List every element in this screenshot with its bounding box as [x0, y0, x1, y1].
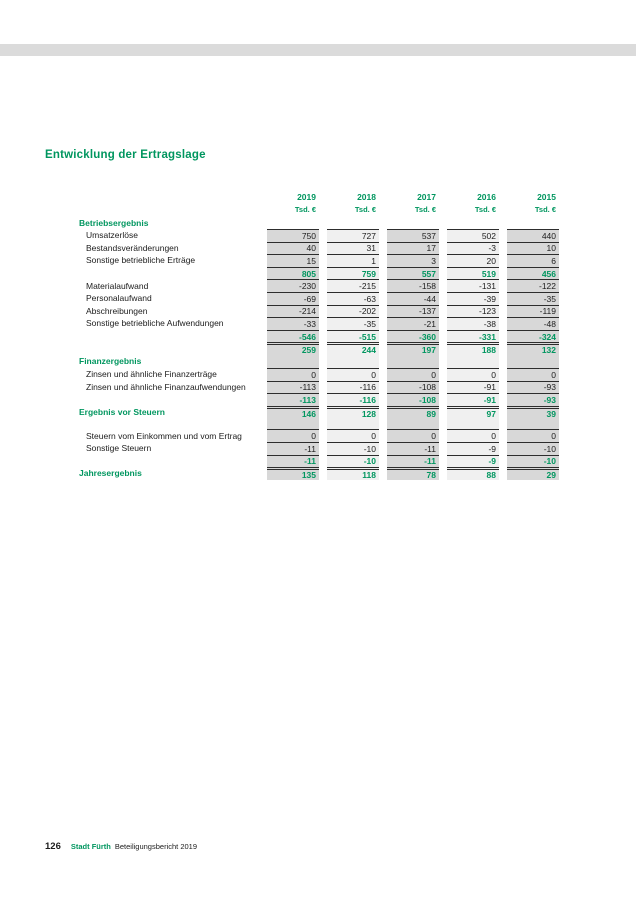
value-cell: -21	[387, 317, 439, 330]
table-row-abschreibungen	[79, 305, 559, 318]
unit-label: Tsd. €	[354, 204, 376, 214]
value-cell	[267, 216, 319, 229]
value-cell: 15	[267, 254, 319, 267]
table-row-sonstige-steuern	[79, 442, 559, 455]
value-cell: -108	[387, 393, 439, 406]
value-cell: 537	[387, 229, 439, 242]
value-cell: 39	[507, 406, 559, 419]
value-cell: 1	[327, 254, 379, 267]
table-row-zinsen-und-hnliche-finanzaufwendungen	[79, 381, 559, 394]
value-cell: 0	[447, 429, 499, 442]
value-cell: -69	[267, 292, 319, 305]
value-cell: -119	[507, 305, 559, 318]
value-cell: 17	[387, 242, 439, 255]
value-cell: -35	[507, 292, 559, 305]
value-cell	[447, 216, 499, 229]
value-cell: 750	[267, 229, 319, 242]
value-cell	[447, 418, 499, 429]
table-row-ergebnis-vor-steuern	[79, 406, 559, 419]
row-label: Abschreibungen	[86, 305, 148, 316]
value-cell: -10	[507, 455, 559, 468]
value-cell	[267, 418, 319, 429]
value-cell: 132	[507, 342, 559, 355]
value-cell: -122	[507, 279, 559, 292]
value-cell: 259	[267, 342, 319, 355]
unit-label: Tsd. €	[414, 204, 436, 214]
value-cell: -215	[327, 279, 379, 292]
year-header: 2016	[477, 191, 496, 202]
row-label: Zinsen und ähnliche Finanzerträge	[86, 369, 217, 380]
value-cell: -3	[447, 242, 499, 255]
footer-brand: Stadt Fürth	[70, 842, 111, 851]
row-label: Bestandsveränderungen	[86, 242, 179, 253]
value-cell: 20	[447, 254, 499, 267]
value-cell: 0	[507, 429, 559, 442]
value-cell: 31	[327, 242, 379, 255]
row-label: Materialaufwand	[86, 280, 149, 291]
value-cell: -131	[447, 279, 499, 292]
value-cell: -11	[267, 455, 319, 468]
year-header: 2017	[417, 191, 436, 202]
unit-label: Tsd. €	[534, 204, 556, 214]
value-cell: 3	[387, 254, 439, 267]
value-cell: -116	[327, 381, 379, 394]
row-label: Finanzergebnis	[79, 356, 142, 367]
row-label	[79, 418, 259, 429]
value-cell: 97	[447, 406, 499, 419]
value-cell: -11	[267, 442, 319, 455]
value-cell	[327, 418, 379, 429]
value-cell: 244	[327, 342, 379, 355]
value-cell: 78	[387, 467, 439, 480]
value-cell: 727	[327, 229, 379, 242]
value-cell: -137	[387, 305, 439, 318]
row-label: Sonstige Steuern	[86, 443, 152, 454]
value-cell: -113	[267, 381, 319, 394]
row-label: Betriebsergebnis	[79, 217, 149, 228]
table-row-finanzergebnis	[79, 355, 559, 368]
value-cell: -91	[447, 393, 499, 406]
row-label	[79, 393, 259, 406]
table-row-gap	[79, 418, 559, 429]
row-label	[79, 455, 259, 468]
value-cell: 135	[267, 467, 319, 480]
value-cell: 6	[507, 254, 559, 267]
ertragslage-table	[79, 190, 559, 480]
row-label: Sonstige betriebliche Erträge	[86, 255, 196, 266]
table-row-betriebsergebnis	[79, 216, 559, 229]
value-cell: -38	[447, 317, 499, 330]
value-cell: 10	[507, 242, 559, 255]
value-cell: -116	[327, 393, 379, 406]
value-cell	[327, 355, 379, 368]
value-cell: 440	[507, 229, 559, 242]
value-cell	[387, 418, 439, 429]
value-cell: -11	[387, 442, 439, 455]
value-cell: -546	[267, 330, 319, 343]
row-label: Umsatzerlöse	[86, 230, 138, 241]
row-label	[79, 267, 259, 280]
value-cell: 805	[267, 267, 319, 280]
value-cell: -39	[447, 292, 499, 305]
value-cell: -93	[507, 393, 559, 406]
value-cell: 0	[327, 368, 379, 381]
value-cell: -108	[387, 381, 439, 394]
value-cell: 118	[327, 467, 379, 480]
value-cell: 557	[387, 267, 439, 280]
table-header-unit	[79, 203, 559, 215]
value-cell: 759	[327, 267, 379, 280]
table-row-sonstige-betriebliche-ertr-ge	[79, 254, 559, 267]
value-cell: 40	[267, 242, 319, 255]
value-cell: 29	[507, 467, 559, 480]
value-cell: -360	[387, 330, 439, 343]
value-cell: -214	[267, 305, 319, 318]
value-cell: 456	[507, 267, 559, 280]
value-cell: -48	[507, 317, 559, 330]
year-header: 2019	[297, 191, 316, 202]
table-row-subtotal	[79, 267, 559, 280]
value-cell	[507, 418, 559, 429]
row-label	[79, 190, 259, 203]
page-footer	[45, 841, 197, 852]
value-cell: -9	[447, 442, 499, 455]
table-row-bestandsver-nderungen	[79, 242, 559, 255]
table-row-result	[79, 342, 559, 355]
unit-label: Tsd. €	[474, 204, 496, 214]
value-cell	[507, 355, 559, 368]
table-row-subtotal	[79, 393, 559, 406]
value-cell: 128	[327, 406, 379, 419]
value-cell: -44	[387, 292, 439, 305]
table-row-jahresergebnis	[79, 467, 559, 480]
value-cell: -11	[387, 455, 439, 468]
page-top-bar	[0, 44, 636, 56]
row-label: Steuern vom Einkommen und vom Ertrag	[86, 430, 242, 441]
value-cell: 0	[327, 429, 379, 442]
value-cell: 0	[267, 368, 319, 381]
table-row-umsatzerl-se	[79, 229, 559, 242]
value-cell	[447, 355, 499, 368]
value-cell: -113	[267, 393, 319, 406]
value-cell	[387, 355, 439, 368]
value-cell: -331	[447, 330, 499, 343]
unit-label: Tsd. €	[294, 204, 316, 214]
table-row-zinsen-und-hnliche-finanzertr-ge	[79, 368, 559, 381]
value-cell: -93	[507, 381, 559, 394]
footer-doc-title: Beteiligungsbericht 2019	[114, 842, 198, 851]
value-cell: 88	[447, 467, 499, 480]
value-cell: -35	[327, 317, 379, 330]
value-cell: 188	[447, 342, 499, 355]
value-cell: -10	[507, 442, 559, 455]
row-label: Personalaufwand	[86, 293, 152, 304]
table-row-subtotal	[79, 330, 559, 343]
value-cell: -91	[447, 381, 499, 394]
page-number: 126	[45, 841, 61, 852]
row-label: Sonstige betriebliche Aufwendungen	[86, 318, 224, 329]
value-cell: 502	[447, 229, 499, 242]
value-cell: -230	[267, 279, 319, 292]
value-cell: 197	[387, 342, 439, 355]
value-cell: -10	[327, 442, 379, 455]
table-row-materialaufwand	[79, 279, 559, 292]
row-label: Jahresergebnis	[79, 468, 142, 479]
value-cell: 0	[387, 368, 439, 381]
value-cell: -324	[507, 330, 559, 343]
value-cell: 519	[447, 267, 499, 280]
year-header: 2018	[357, 191, 376, 202]
row-label: Ergebnis vor Steuern	[79, 407, 165, 418]
value-cell: -10	[327, 455, 379, 468]
value-cell: -33	[267, 317, 319, 330]
value-cell: 0	[507, 368, 559, 381]
year-header: 2015	[537, 191, 556, 202]
page-title: Entwicklung der Ertragslage	[45, 149, 206, 161]
table-row-personalaufwand	[79, 292, 559, 305]
table-row-sonstige-betriebliche-aufwendungen	[79, 317, 559, 330]
value-cell	[507, 216, 559, 229]
value-cell: 89	[387, 406, 439, 419]
row-label: Zinsen und ähnliche Finanzaufwendungen	[86, 381, 246, 392]
value-cell	[387, 216, 439, 229]
value-cell	[267, 355, 319, 368]
row-label	[79, 203, 259, 215]
value-cell: -9	[447, 455, 499, 468]
value-cell: 0	[267, 429, 319, 442]
value-cell: -123	[447, 305, 499, 318]
value-cell: 146	[267, 406, 319, 419]
value-cell: -515	[327, 330, 379, 343]
value-cell: -202	[327, 305, 379, 318]
value-cell: -63	[327, 292, 379, 305]
table-row-subtotal	[79, 455, 559, 468]
value-cell: 0	[447, 368, 499, 381]
value-cell: -158	[387, 279, 439, 292]
table-row-steuern-vom-einkommen-und-vom-ertrag	[79, 429, 559, 442]
row-label	[79, 330, 259, 343]
table-header-years	[79, 190, 559, 203]
value-cell	[327, 216, 379, 229]
value-cell: 0	[387, 429, 439, 442]
row-label	[79, 342, 259, 355]
